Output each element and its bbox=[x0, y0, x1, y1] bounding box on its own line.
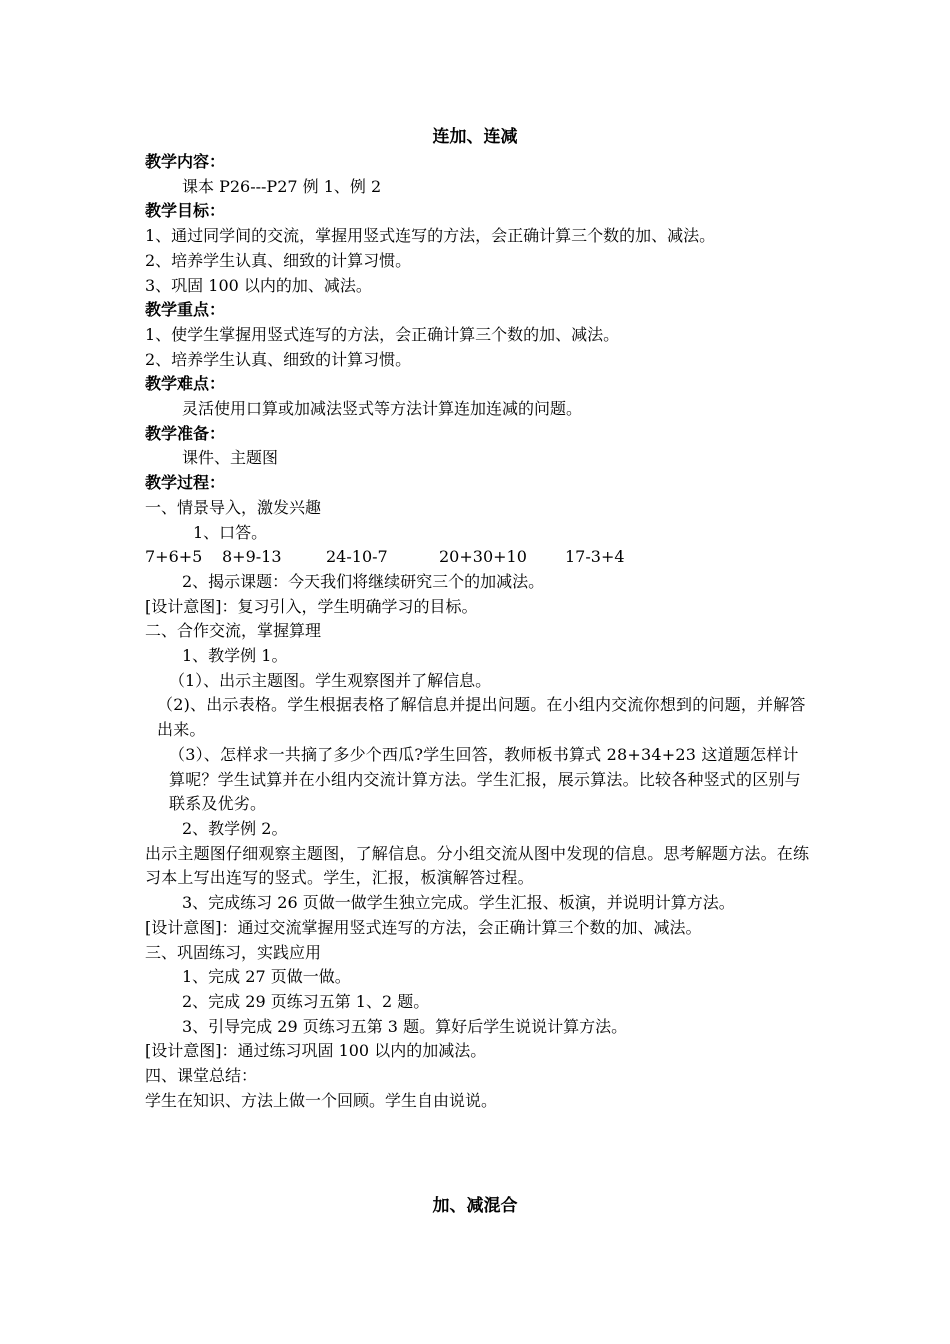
expression: 24-10-7 bbox=[326, 547, 388, 567]
example-2-text: 出示主题图仔细观察主题图，了解信息。分小组交流从图中发现的信息。思考解题方法。在练习本上写出连写的竖式。学生，汇报，板演解答过程。 bbox=[145, 843, 810, 888]
summary-text: 学生在知识、方法上做一个回顾。学生自由说说。 bbox=[145, 1090, 498, 1110]
content-text: 课本 P26---P27 例 1、例 2 bbox=[182, 176, 382, 196]
design-intent-1: [设计意图]：复习引入，学生明确学习的目标。 bbox=[145, 596, 478, 616]
example-1-step-3: （3）、怎样求一共摘了多少个西瓜?学生回答，教师板书算式 28+34+23 这道题怎样计算呢？学生试算并在小组内交流计算方法。学生汇报，展示算法。比较各种竖式的区别与联系及优劣。 bbox=[169, 744, 801, 814]
content-heading: 教学内容： bbox=[145, 152, 226, 171]
part-1-heading: 一、情景导入，激发兴趣 bbox=[145, 497, 322, 517]
expression: 17-3+4 bbox=[565, 547, 625, 567]
expression-row bbox=[145, 545, 810, 570]
difficulty-heading: 教学难点： bbox=[145, 374, 226, 394]
reveal-topic: 2、揭示课题：今天我们将继续研究三个的加减法。 bbox=[182, 571, 545, 591]
part-4-heading: 四、课堂总结： bbox=[145, 1066, 258, 1086]
expression: 7+6+5 bbox=[145, 547, 203, 567]
example-1-step-1: （1）、出示主题图。学生观察图并了解信息。 bbox=[169, 670, 492, 690]
expression: 20+30+10 bbox=[439, 547, 527, 567]
preparation-text: 课件、主题图 bbox=[182, 448, 279, 468]
practice-1: 1、完成 27 页做一做。 bbox=[182, 967, 351, 987]
process-heading: 教学过程： bbox=[145, 473, 226, 493]
practice-2: 2、完成 29 页练习五第 1、2 题。 bbox=[182, 991, 430, 1011]
example-1-step-2: （2)、出示表格。学生根据表格了解信息并提出问题。在小组内交流你想到的问题，并解答出来。 bbox=[157, 695, 806, 740]
part-2-heading: 二、合作交流，掌握算理 bbox=[145, 621, 322, 641]
oral-answer-item: 1、口答。 bbox=[193, 522, 268, 542]
lesson-title: 连加、连减 bbox=[432, 127, 518, 147]
part-3-heading: 三、巩固练习，实践应用 bbox=[145, 942, 322, 962]
design-intent-3: [设计意图]：通过练习巩固 100 以内的加减法。 bbox=[145, 1041, 487, 1061]
example-2: 2、教学例 2。 bbox=[182, 818, 288, 838]
key-point-2: 2、培养学生认真、细致的计算习惯。 bbox=[145, 349, 412, 369]
goals-heading: 教学目标： bbox=[145, 201, 226, 221]
exercise-item: 3、完成练习 26 页做一做学生独立完成。学生汇报、板演，并说明计算方法。 bbox=[182, 893, 735, 913]
example-1: 1、教学例 1。 bbox=[182, 646, 288, 666]
key-points-heading: 教学重点： bbox=[145, 300, 226, 320]
difficulty-text: 灵活使用口算或加减法竖式等方法计算连加连减的问题。 bbox=[182, 399, 583, 419]
practice-3: 3、引导完成 29 页练习五第 3 题。算好后学生说说计算方法。 bbox=[182, 1016, 628, 1036]
expression: 8+9-13 bbox=[222, 547, 282, 567]
key-point-1: 1、使学生掌握用竖式连写的方法，会正确计算三个数的加、减法。 bbox=[145, 324, 620, 344]
lesson-body bbox=[145, 150, 810, 1113]
goal-2: 2、培养学生认真、细致的计算习惯。 bbox=[145, 250, 412, 270]
goal-1: 1、通过同学间的交流，掌握用竖式连写的方法，会正确计算三个数的加、减法。 bbox=[145, 226, 716, 246]
preparation-heading: 教学准备： bbox=[145, 423, 226, 443]
design-intent-2: [设计意图]：通过交流掌握用竖式连写的方法，会正确计算三个数的加、减法。 bbox=[145, 917, 702, 937]
next-lesson-title: 加、减混合 bbox=[432, 1196, 518, 1216]
goal-3: 3、巩固 100 以内的加、减法。 bbox=[145, 275, 372, 295]
